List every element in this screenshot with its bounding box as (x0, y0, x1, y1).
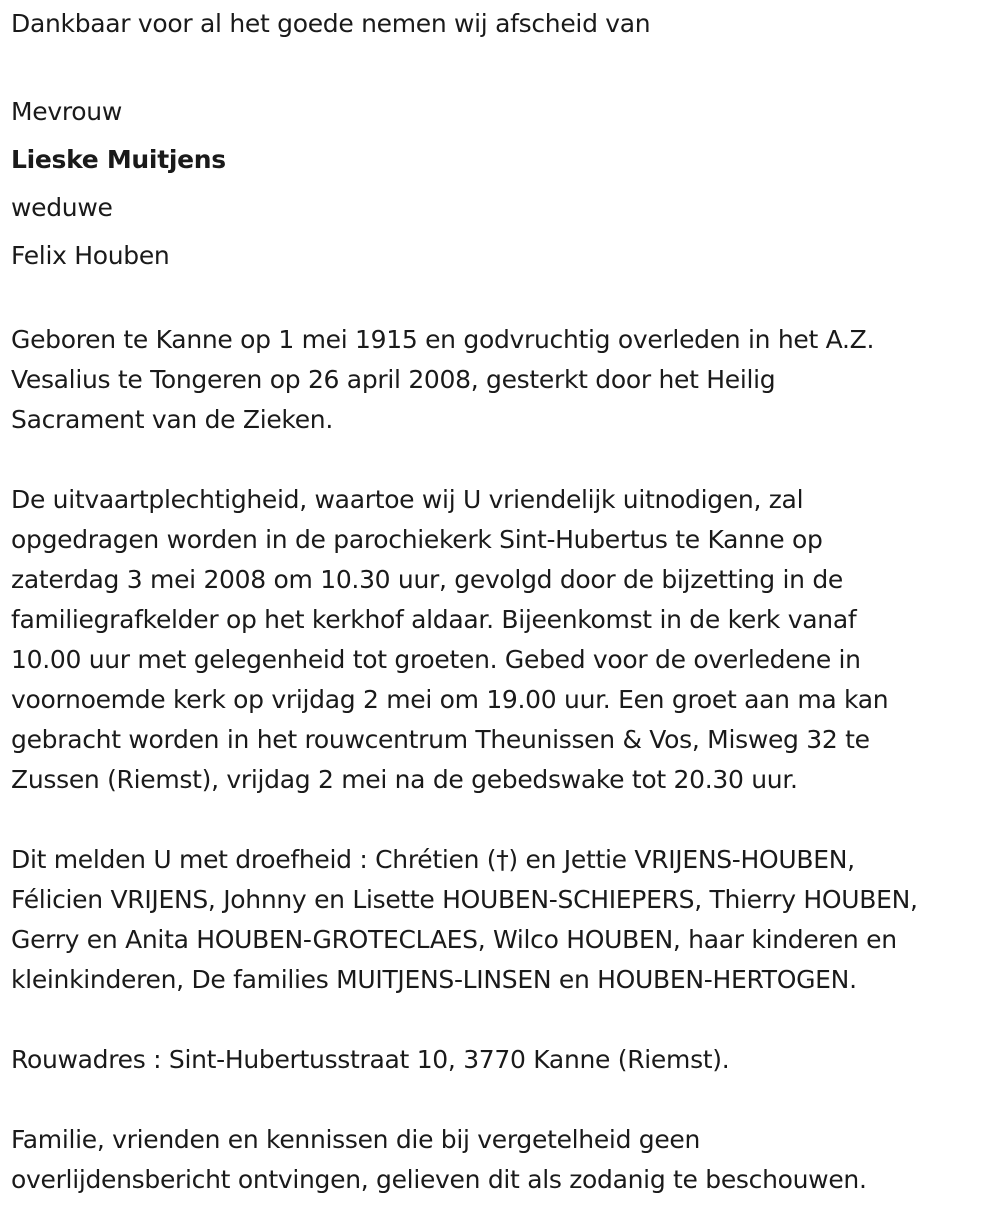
obituary-document (0, 4, 1000, 1210)
paragraph-line: Dit melden U met droefheid : Chrétien (†) en Jettie VRIJENS-HOUBEN, (11, 845, 855, 874)
paragraph-line: Gerry en Anita HOUBEN-GROTECLAES, Wilco HOUBEN, haar kinderen en (11, 925, 897, 954)
relation: weduwe (11, 193, 113, 222)
paragraph-line: Familie, vrienden en kennissen die bij vergetelheid geen (11, 1125, 701, 1154)
family-paragraph (11, 840, 1000, 1000)
paragraph-line: De uitvaartplechtigheid, waartoe wij U vriendelijk uitnodigen, zal (11, 485, 804, 514)
paragraph-line: voornoemde kerk op vrijdag 2 mei om 19.00 uur. Een groet aan ma kan (11, 685, 889, 714)
paragraph-line: kleinkinderen, De families MUITJENS-LINSEN en HOUBEN-HERTOGEN. (11, 965, 857, 994)
paragraph-line: Geboren te Kanne op 1 mei 1915 en godvruchtig overleden in het A.Z. (11, 325, 875, 354)
paragraph-line: opgedragen worden in de parochiekerk Sint-Hubertus te Kanne op (11, 525, 823, 554)
paragraph-line: 10.00 uur met gelegenheid tot groeten. Gebed voor de overledene in (11, 645, 861, 674)
paragraph-line: Zussen (Riemst), vrijdag 2 mei na de gebedswake tot 20.30 uur. (11, 765, 798, 794)
spouse-name: Felix Houben (11, 241, 170, 270)
closing-paragraph (11, 1120, 1000, 1200)
deceased-block (11, 88, 1000, 280)
intro-line: Dankbaar voor al het goede nemen wij afscheid van (11, 9, 651, 38)
paragraph-line: Vesalius te Tongeren op 26 april 2008, gesterkt door het Heilig (11, 365, 776, 394)
deceased-name: Lieske Muitjens (11, 145, 226, 174)
paragraph-line: gebracht worden in het rouwcentrum Theunissen & Vos, Misweg 32 te (11, 725, 870, 754)
paragraph-line: Félicien VRIJENS, Johnny en Lisette HOUBEN-SCHIEPERS, Thierry HOUBEN, (11, 885, 918, 914)
paragraph-line: familiegrafkelder op het kerkhof aldaar. Bijeenkomst in de kerk vanaf (11, 605, 857, 634)
paragraph-line: zaterdag 3 mei 2008 om 10.30 uur, gevolgd door de bijzetting in de (11, 565, 844, 594)
paragraph-line: Sacrament van de Zieken. (11, 405, 333, 434)
paragraph-line: overlijdensbericht ontvingen, gelieven dit als zodanig te beschouwen. (11, 1165, 867, 1194)
address-paragraph (11, 1040, 1000, 1080)
birth-death-paragraph (11, 320, 1000, 440)
paragraph-line: Rouwadres : Sint-Hubertusstraat 10, 3770 Kanne (Riemst). (11, 1045, 730, 1074)
salutation: Mevrouw (11, 97, 122, 126)
funeral-paragraph (11, 480, 1000, 800)
